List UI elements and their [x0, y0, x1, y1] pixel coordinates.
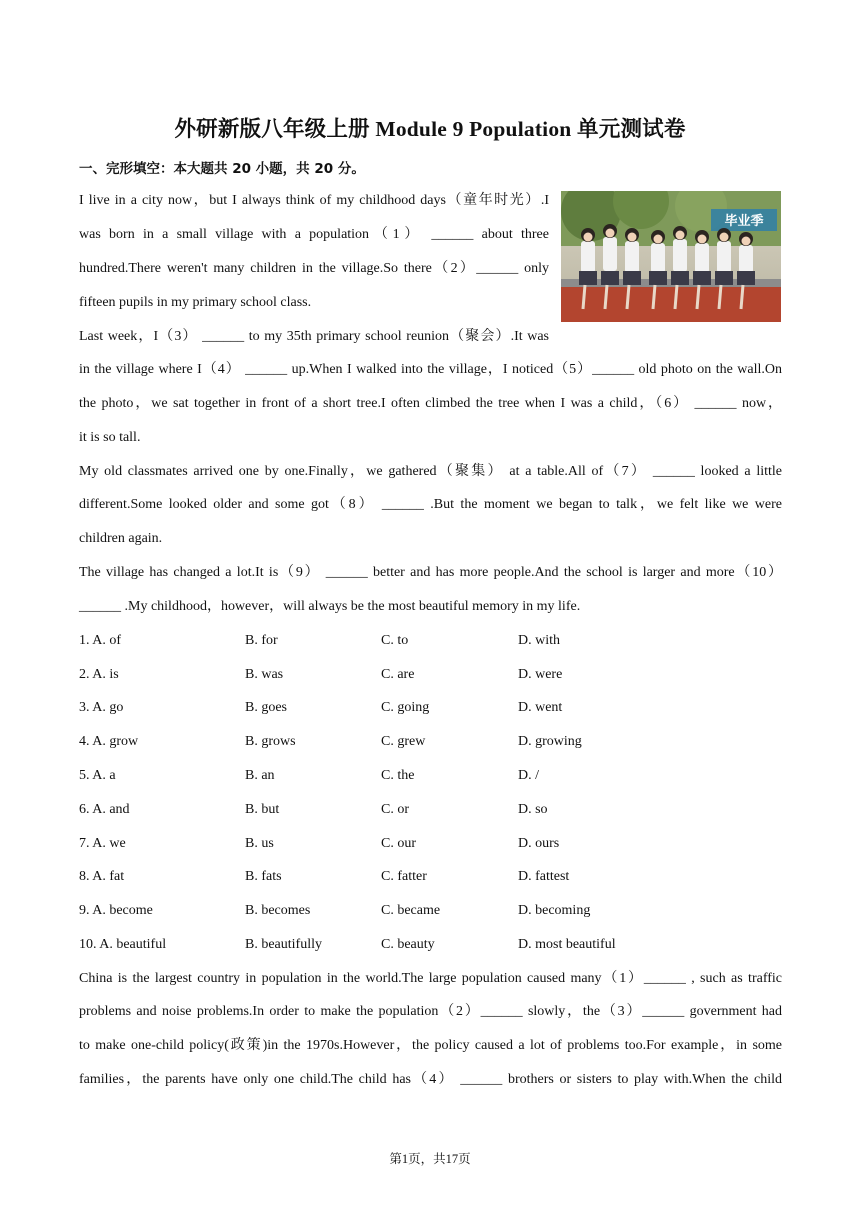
option-a[interactable]: 5. A. a	[79, 768, 116, 783]
option-d[interactable]: D. becoming	[518, 903, 591, 918]
passage2-line: families，the parents have only one child.The child has（4） ______ brothers or sisters to play with.When the child	[79, 1072, 782, 1087]
option-b[interactable]: B. becomes	[245, 903, 311, 918]
option-a[interactable]: 9. A. become	[79, 903, 153, 918]
option-a[interactable]: 10. A. beautiful	[79, 937, 167, 952]
question-row	[79, 698, 782, 718]
option-c[interactable]: C. grew	[381, 734, 426, 749]
option-b[interactable]: B. beautifully	[245, 937, 322, 952]
option-a[interactable]: 3. A. go	[79, 700, 124, 715]
option-b[interactable]: B. was	[245, 667, 284, 682]
option-b[interactable]: B. an	[245, 768, 275, 783]
passage1-line: in the village where I（4） ______ up.When I walked into the village，I noticed（5）______ old photo on the wall.On	[79, 362, 782, 377]
option-a[interactable]: 4. A. grow	[79, 734, 139, 749]
page-footer: 第1页，共17页	[389, 1152, 471, 1166]
passage1-line: ______ .My childhood，however，will always be the most beautiful memory in my life.	[79, 599, 581, 614]
question-row	[79, 935, 782, 955]
option-d[interactable]: D. ours	[518, 836, 560, 851]
option-c[interactable]: C. going	[381, 700, 430, 715]
option-b[interactable]: B. us	[245, 836, 274, 851]
page-title: 外研新版八年级上册 Module 9 Population 单元测试卷	[174, 117, 686, 141]
passage1-line: was born in a small village with a population（1） ______ about three	[79, 227, 549, 242]
passage2-line: China is the largest country in population in the world.The large population caused many（1）______ , such as traffic	[79, 971, 782, 986]
option-d[interactable]: D. most beautiful	[518, 937, 616, 952]
option-b[interactable]: B. goes	[245, 700, 287, 715]
passage1-line: My old classmates arrived one by one.Finally，we gathered（聚集） at a table.All of（7） ______ looked a little	[79, 464, 782, 479]
question-row	[79, 766, 782, 786]
passage1-line: Last week，I（3） ______ to my 35th primary school reunion（聚会）.It was	[79, 329, 549, 344]
section-heading: 一、完形填空：本大题共 20 小题，共 20 分。	[79, 161, 365, 177]
question-row	[79, 732, 782, 752]
option-c[interactable]: C. beauty	[381, 937, 435, 952]
question-row	[79, 901, 782, 921]
option-c[interactable]: C. are	[381, 667, 415, 682]
option-c[interactable]: C. our	[381, 836, 416, 851]
passage1-line: fifteen pupils in my primary school class.	[79, 295, 312, 310]
option-c[interactable]: C. the	[381, 768, 415, 783]
option-b[interactable]: B. but	[245, 802, 280, 817]
photo-caption: 毕业季	[724, 214, 764, 229]
option-d[interactable]: D. growing	[518, 734, 582, 749]
option-d[interactable]: D. so	[518, 802, 548, 817]
option-d[interactable]: D. /	[518, 768, 539, 783]
option-a[interactable]: 6. A. and	[79, 802, 130, 817]
option-c[interactable]: C. fatter	[381, 869, 427, 884]
question-row	[79, 665, 782, 685]
passage1-line: I live in a city now，but I always think of my childhood days（童年时光）.I	[79, 193, 549, 208]
option-c[interactable]: C. became	[381, 903, 441, 918]
option-d[interactable]: D. fattest	[518, 869, 570, 884]
option-b[interactable]: B. for	[245, 633, 278, 648]
passage1-line: different.Some looked older and some got（8） ______ .But the moment we began to talk，we felt like we were	[79, 497, 782, 512]
passage1-line: children again.	[79, 531, 163, 546]
passage1-line: it is so tall.	[79, 430, 141, 445]
question-row	[79, 867, 782, 887]
option-b[interactable]: B. fats	[245, 869, 282, 884]
passage1-line: The village has changed a lot.It is（9） ______ better and has more people.And the school is larger and more（10）	[79, 565, 782, 580]
option-d[interactable]: D. went	[518, 700, 563, 715]
option-a[interactable]: 8. A. fat	[79, 869, 125, 884]
graduation-photo	[561, 191, 781, 322]
option-a[interactable]: 1. A. of	[79, 633, 121, 648]
question-row	[79, 834, 782, 854]
passage1-line: the photo，we sat together in front of a short tree.I often climbed the tree when I was a child，（6） ______ now，	[79, 396, 782, 411]
passage2-line: problems and noise problems.In order to make the population（2）______ slowly，the（3）______ government had	[79, 1004, 782, 1019]
option-d[interactable]: D. were	[518, 667, 563, 682]
option-a[interactable]: 2. A. is	[79, 667, 119, 682]
passage1-line: hundred.There weren't many children in the village.So there（2）______ only	[79, 261, 549, 276]
question-row	[79, 800, 782, 820]
passage2-line: to make one-child policy(政策)in the 1970s.However，the policy caused a lot of problems too.For example，in some	[79, 1038, 782, 1053]
option-d[interactable]: D. with	[518, 633, 560, 648]
question-row	[79, 631, 782, 651]
option-a[interactable]: 7. A. we	[79, 836, 126, 851]
option-c[interactable]: C. or	[381, 802, 409, 817]
option-c[interactable]: C. to	[381, 633, 409, 648]
option-b[interactable]: B. grows	[245, 734, 296, 749]
